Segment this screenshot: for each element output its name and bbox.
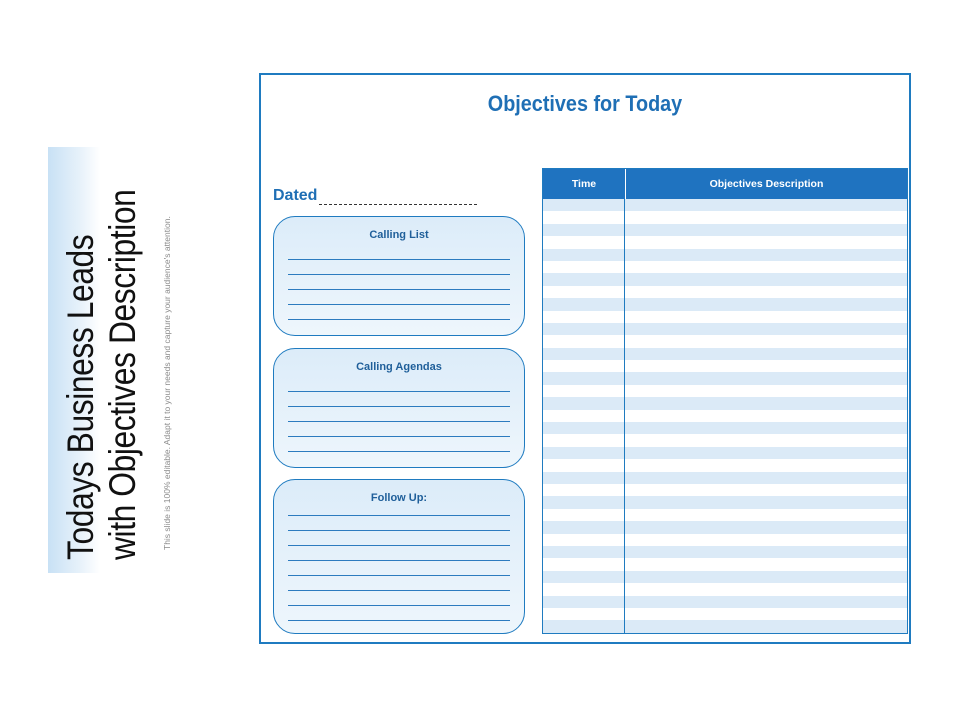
time-cell[interactable] [543, 608, 625, 620]
time-cell[interactable] [543, 410, 625, 422]
slide-subtitle: This slide is 100% editable. Adapt it to your needs and capture your audience's attention. [162, 216, 172, 550]
table-row[interactable] [543, 360, 907, 372]
write-line[interactable] [288, 561, 510, 576]
time-cell[interactable] [543, 484, 625, 496]
time-cell[interactable] [543, 596, 625, 608]
description-cell[interactable] [625, 360, 907, 372]
write-line[interactable] [288, 377, 510, 392]
time-cell[interactable] [543, 311, 625, 323]
write-line[interactable] [288, 275, 510, 290]
description-cell[interactable] [625, 447, 907, 459]
description-cell[interactable] [625, 620, 907, 632]
table-row[interactable] [543, 608, 907, 620]
table-row[interactable] [543, 509, 907, 521]
time-cell[interactable] [543, 286, 625, 298]
table-row[interactable] [543, 434, 907, 446]
table-row[interactable] [543, 459, 907, 471]
time-cell[interactable] [543, 236, 625, 248]
write-line[interactable] [288, 437, 510, 452]
description-cell[interactable] [625, 335, 907, 347]
description-cell[interactable] [625, 596, 907, 608]
time-cell[interactable] [543, 199, 625, 211]
write-line[interactable] [288, 606, 510, 621]
description-cell[interactable] [625, 298, 907, 310]
calling-list-box [273, 216, 525, 336]
description-cell[interactable] [625, 311, 907, 323]
write-line[interactable] [288, 290, 510, 305]
write-line[interactable] [288, 392, 510, 407]
time-cell[interactable] [543, 360, 625, 372]
table-row[interactable] [543, 558, 907, 570]
calling-agendas-box [273, 348, 525, 468]
description-cell[interactable] [625, 534, 907, 546]
description-cell[interactable] [625, 224, 907, 236]
table-row[interactable] [543, 546, 907, 558]
description-cell[interactable] [625, 546, 907, 558]
time-cell[interactable] [543, 558, 625, 570]
follow-up-lines[interactable] [288, 501, 510, 621]
time-cell[interactable] [543, 620, 625, 632]
follow-up-box [273, 479, 525, 634]
table-header [543, 169, 907, 199]
table-row[interactable] [543, 620, 907, 632]
table-row[interactable] [543, 335, 907, 347]
time-cell[interactable] [543, 434, 625, 446]
description-cell[interactable] [625, 348, 907, 360]
time-cell[interactable] [543, 211, 625, 223]
write-line[interactable] [288, 531, 510, 546]
time-cell[interactable] [543, 298, 625, 310]
card-title: Objectives for Today [487, 91, 683, 116]
follow-up-title: Follow Up: [370, 492, 428, 504]
description-cell[interactable] [625, 236, 907, 248]
table-row[interactable] [543, 286, 907, 298]
table-row[interactable] [543, 261, 907, 273]
time-cell[interactable] [543, 323, 625, 335]
table-row[interactable] [543, 397, 907, 409]
write-line[interactable] [288, 516, 510, 531]
calling-agendas-title: Calling Agendas [356, 361, 442, 373]
table-row[interactable] [543, 385, 907, 397]
time-cell[interactable] [543, 447, 625, 459]
dated-line[interactable] [319, 190, 477, 205]
description-cell[interactable] [625, 496, 907, 508]
table-row[interactable] [543, 472, 907, 484]
table-row[interactable] [543, 496, 907, 508]
description-cell[interactable] [625, 372, 907, 384]
time-cell[interactable] [543, 335, 625, 347]
time-cell[interactable] [543, 261, 625, 273]
time-cell[interactable] [543, 571, 625, 583]
table-row[interactable] [543, 224, 907, 236]
time-cell[interactable] [543, 583, 625, 595]
write-line[interactable] [288, 260, 510, 275]
table-row[interactable] [543, 348, 907, 360]
description-cell[interactable] [625, 434, 907, 446]
calling-agendas-lines[interactable] [288, 377, 510, 452]
description-cell[interactable] [625, 385, 907, 397]
description-cell[interactable] [625, 323, 907, 335]
table-row[interactable] [543, 571, 907, 583]
table-row[interactable] [543, 311, 907, 323]
table-row[interactable] [543, 447, 907, 459]
write-line[interactable] [288, 546, 510, 561]
table-body [543, 199, 907, 633]
write-line[interactable] [288, 501, 510, 516]
time-cell[interactable] [543, 546, 625, 558]
table-row[interactable] [543, 323, 907, 335]
table-row[interactable] [543, 484, 907, 496]
table-row[interactable] [543, 596, 907, 608]
header-time: Time [543, 169, 626, 199]
description-cell[interactable] [625, 558, 907, 570]
dated-field[interactable] [273, 187, 477, 205]
description-cell[interactable] [625, 521, 907, 533]
description-cell[interactable] [625, 472, 907, 484]
objectives-table [542, 168, 908, 634]
table-row[interactable] [543, 298, 907, 310]
table-row[interactable] [543, 211, 907, 223]
write-line[interactable] [288, 407, 510, 422]
slide-title [60, 189, 144, 560]
table-row[interactable] [543, 534, 907, 546]
description-cell[interactable] [625, 509, 907, 521]
description-cell[interactable] [625, 397, 907, 409]
write-line[interactable] [288, 305, 510, 320]
description-cell[interactable] [625, 199, 907, 211]
time-cell[interactable] [543, 397, 625, 409]
table-row[interactable] [543, 422, 907, 434]
description-cell[interactable] [625, 608, 907, 620]
description-cell[interactable] [625, 261, 907, 273]
time-cell[interactable] [543, 459, 625, 471]
time-cell[interactable] [543, 521, 625, 533]
time-cell[interactable] [543, 496, 625, 508]
time-cell[interactable] [543, 422, 625, 434]
dated-label: Dated [273, 187, 318, 204]
description-cell[interactable] [625, 484, 907, 496]
table-row[interactable] [543, 521, 907, 533]
write-line[interactable] [288, 245, 510, 260]
table-row[interactable] [543, 236, 907, 248]
description-cell[interactable] [625, 211, 907, 223]
time-cell[interactable] [543, 509, 625, 521]
header-objectives-description: Objectives Description [709, 178, 824, 190]
description-cell[interactable] [625, 410, 907, 422]
description-cell[interactable] [625, 583, 907, 595]
time-cell[interactable] [543, 273, 625, 285]
table-row[interactable] [543, 583, 907, 595]
time-cell[interactable] [543, 385, 625, 397]
time-cell[interactable] [543, 534, 625, 546]
calling-list-lines[interactable] [288, 245, 510, 320]
table-row[interactable] [543, 410, 907, 422]
write-line[interactable] [288, 422, 510, 437]
description-cell[interactable] [625, 273, 907, 285]
time-cell[interactable] [543, 472, 625, 484]
calling-list-title: Calling List [369, 229, 429, 241]
table-row[interactable] [543, 372, 907, 384]
slide-title-line2: with Objectives Description [102, 189, 143, 560]
description-cell[interactable] [625, 459, 907, 471]
description-cell[interactable] [625, 249, 907, 261]
description-cell[interactable] [625, 422, 907, 434]
table-row[interactable] [543, 199, 907, 211]
slide-title-line1: Todays Business Leads [60, 234, 101, 560]
table-row[interactable] [543, 249, 907, 261]
description-cell[interactable] [625, 286, 907, 298]
write-line[interactable] [288, 576, 510, 591]
time-cell[interactable] [543, 348, 625, 360]
time-cell[interactable] [543, 224, 625, 236]
write-line[interactable] [288, 591, 510, 606]
description-cell[interactable] [625, 571, 907, 583]
time-cell[interactable] [543, 249, 625, 261]
objectives-card [259, 73, 911, 644]
time-cell[interactable] [543, 372, 625, 384]
table-row[interactable] [543, 273, 907, 285]
